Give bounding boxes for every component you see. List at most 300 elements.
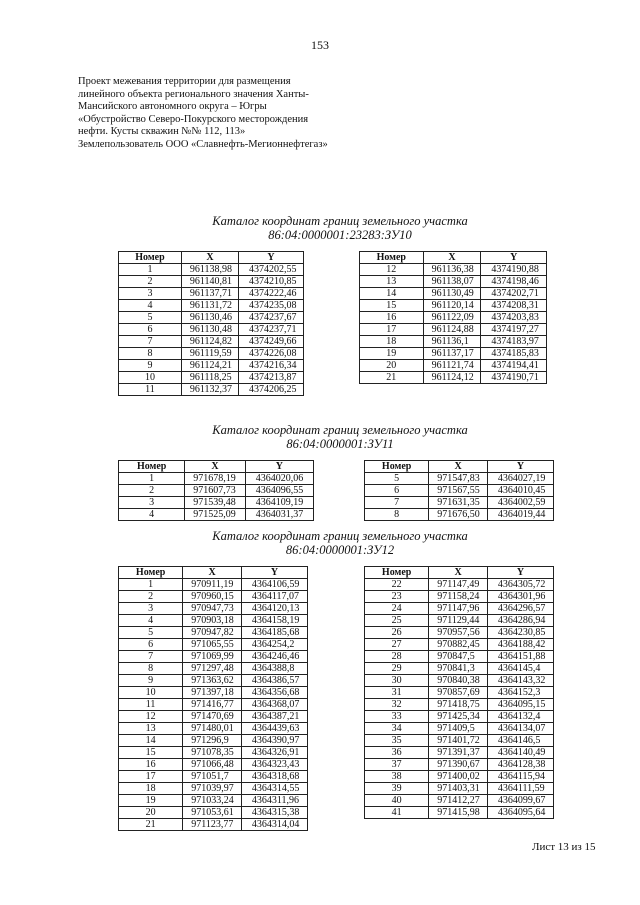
table-row — [360, 324, 547, 336]
coords-table-zu10-right — [359, 251, 547, 384]
cell-num: 35 — [365, 735, 429, 747]
cell-y: 4364010,45 — [487, 485, 553, 497]
table-row — [365, 615, 554, 627]
cell-num: 7 — [365, 497, 429, 509]
catalog-title-zu12 — [0, 529, 640, 557]
table-row — [119, 759, 308, 771]
column-header-x: X — [185, 461, 245, 473]
cell-x: 971547,83 — [429, 473, 488, 485]
cell-y: 4364096,55 — [245, 485, 313, 497]
cell-num: 19 — [360, 348, 424, 360]
cell-x: 971069,99 — [183, 651, 242, 663]
table-row — [119, 747, 308, 759]
cell-y: 4374190,71 — [481, 372, 547, 384]
cell-y: 4364439,63 — [241, 723, 307, 735]
cell-num: 12 — [119, 711, 183, 723]
cell-y: 4364323,43 — [241, 759, 307, 771]
catalog-title-line: Каталог координат границ земельного участка — [212, 214, 468, 228]
table-row — [119, 819, 308, 831]
cell-num: 32 — [365, 699, 429, 711]
table-row — [119, 783, 308, 795]
cell-x: 970857,69 — [429, 687, 488, 699]
cell-num: 6 — [365, 485, 429, 497]
cell-num: 36 — [365, 747, 429, 759]
cell-num: 2 — [119, 485, 185, 497]
cell-x: 971066,48 — [183, 759, 242, 771]
cell-x: 971397,18 — [183, 687, 242, 699]
cell-num: 40 — [365, 795, 429, 807]
cell-x: 971033,24 — [183, 795, 242, 807]
cell-x: 971147,96 — [429, 603, 488, 615]
cell-x: 971403,31 — [429, 783, 488, 795]
table-row — [365, 603, 554, 615]
cell-y: 4374203,83 — [481, 312, 547, 324]
cell-y: 4374210,85 — [239, 276, 304, 288]
cell-num: 3 — [119, 497, 185, 509]
table-row — [365, 579, 554, 591]
cell-num: 27 — [365, 639, 429, 651]
table-row — [365, 497, 554, 509]
cell-x: 971678,19 — [185, 473, 245, 485]
cell-num: 37 — [365, 759, 429, 771]
table-row — [365, 651, 554, 663]
cell-num: 5 — [365, 473, 429, 485]
table-row — [365, 735, 554, 747]
cell-y: 4364145,4 — [487, 663, 553, 675]
cell-y: 4374190,88 — [481, 264, 547, 276]
table-row — [119, 360, 304, 372]
cell-y: 4364388,8 — [241, 663, 307, 675]
cell-x: 961118,25 — [181, 372, 238, 384]
column-header-number: Номер — [119, 252, 182, 264]
cell-num: 24 — [365, 603, 429, 615]
header-line: «Обустройство Северо-Покурского месторождения — [78, 113, 309, 125]
cell-x: 961131,72 — [181, 300, 238, 312]
cell-y: 4364002,59 — [487, 497, 553, 509]
column-header-x: X — [423, 252, 481, 264]
cell-num: 10 — [119, 372, 182, 384]
cell-num: 13 — [360, 276, 424, 288]
cell-x: 971123,77 — [183, 819, 242, 831]
cell-y: 4364314,55 — [241, 783, 307, 795]
table-header-row — [119, 252, 304, 264]
cell-num: 1 — [119, 264, 182, 276]
cell-x: 971363,62 — [183, 675, 242, 687]
cell-x: 961137,71 — [181, 288, 238, 300]
cell-num: 28 — [365, 651, 429, 663]
table-row — [365, 485, 554, 497]
cell-y: 4374222,46 — [239, 288, 304, 300]
cell-x: 961138,98 — [181, 264, 238, 276]
column-header-x: X — [183, 567, 242, 579]
cell-y: 4364111,59 — [487, 783, 553, 795]
cell-num: 10 — [119, 687, 183, 699]
table-row — [119, 639, 308, 651]
cell-num: 1 — [119, 579, 183, 591]
cell-num: 16 — [119, 759, 183, 771]
table-row — [119, 591, 308, 603]
cell-y: 4364152,3 — [487, 687, 553, 699]
table-row — [119, 485, 314, 497]
cell-x: 971401,72 — [429, 735, 488, 747]
cell-y: 4374198,46 — [481, 276, 547, 288]
cell-y: 4374226,08 — [239, 348, 304, 360]
cell-num: 14 — [360, 288, 424, 300]
table-row — [360, 264, 547, 276]
table-row — [365, 759, 554, 771]
cell-x: 971567,55 — [429, 485, 488, 497]
table-row — [365, 771, 554, 783]
table-row — [365, 675, 554, 687]
table-row — [365, 663, 554, 675]
header-line: Землепользователь ООО «Славнефть-Мегионнефтегаз» — [78, 138, 328, 150]
cell-num: 21 — [360, 372, 424, 384]
table-row — [119, 473, 314, 485]
cell-y: 4364246,46 — [241, 651, 307, 663]
cell-y: 4364095,64 — [487, 807, 553, 819]
table-row — [119, 687, 308, 699]
column-header-number: Номер — [360, 252, 424, 264]
table-row — [119, 509, 314, 521]
table-row — [360, 348, 547, 360]
cell-num: 8 — [119, 348, 182, 360]
cell-num: 11 — [119, 699, 183, 711]
table-row — [119, 795, 308, 807]
cell-y: 4364386,57 — [241, 675, 307, 687]
cell-x: 971416,77 — [183, 699, 242, 711]
cell-x: 971390,67 — [429, 759, 488, 771]
catalog-title-zu11 — [0, 423, 640, 451]
sheet-counter: Лист 13 из 15 — [532, 841, 596, 853]
table-row — [360, 288, 547, 300]
header-line: Проект межевания территории для размещения — [78, 76, 291, 87]
column-header-y: Y — [239, 252, 304, 264]
cell-x: 961120,14 — [423, 300, 481, 312]
cell-x: 971425,34 — [429, 711, 488, 723]
coords-table-zu11-left — [118, 460, 314, 521]
cell-y: 4364132,4 — [487, 711, 553, 723]
cell-x: 971539,48 — [185, 497, 245, 509]
table-row — [360, 372, 547, 384]
table-row — [365, 795, 554, 807]
column-header-x: X — [429, 461, 488, 473]
cell-x: 961130,46 — [181, 312, 238, 324]
cell-num: 30 — [365, 675, 429, 687]
cell-y: 4364031,37 — [245, 509, 313, 521]
cell-y: 4364140,49 — [487, 747, 553, 759]
cell-x: 961124,82 — [181, 336, 238, 348]
cell-num: 7 — [119, 336, 182, 348]
cell-y: 4364188,42 — [487, 639, 553, 651]
cell-y: 4364390,97 — [241, 735, 307, 747]
cell-num: 20 — [119, 807, 183, 819]
catalog-title-line: Каталог координат границ земельного участка — [212, 529, 468, 543]
cell-x: 961138,07 — [423, 276, 481, 288]
table-row — [119, 276, 304, 288]
table-row — [119, 372, 304, 384]
cell-num: 4 — [119, 615, 183, 627]
cell-num: 5 — [119, 627, 183, 639]
cell-num: 14 — [119, 735, 183, 747]
cell-num: 7 — [119, 651, 183, 663]
table-row — [360, 336, 547, 348]
page-number: 153 — [311, 38, 329, 52]
cell-num: 26 — [365, 627, 429, 639]
cell-num: 4 — [119, 300, 182, 312]
column-header-y: Y — [481, 252, 547, 264]
table-row — [119, 579, 308, 591]
cell-num: 13 — [119, 723, 183, 735]
cell-y: 4364230,85 — [487, 627, 553, 639]
column-header-number: Номер — [365, 567, 429, 579]
cell-x: 961124,88 — [423, 324, 481, 336]
cell-num: 2 — [119, 276, 182, 288]
header-line: нефти. Кусты скважин №№ 112, 113» — [78, 126, 246, 138]
cell-y: 4364128,38 — [487, 759, 553, 771]
table-row — [365, 807, 554, 819]
cell-num: 8 — [119, 663, 183, 675]
cell-y: 4364185,68 — [241, 627, 307, 639]
catalog-parcel-id: 86:04:0000001:ЗУ12 — [285, 543, 395, 557]
header-line: линейного объекта регионального значения Ханты- — [78, 88, 309, 100]
table-row — [365, 747, 554, 759]
column-header-y: Y — [487, 461, 553, 473]
cell-x: 961122,09 — [423, 312, 481, 324]
table-header-row — [365, 567, 554, 579]
cell-y: 4364296,57 — [487, 603, 553, 615]
table-row — [360, 312, 547, 324]
cell-x: 961136,1 — [423, 336, 481, 348]
table-row — [119, 723, 308, 735]
table-row — [119, 771, 308, 783]
cell-num: 34 — [365, 723, 429, 735]
cell-num: 31 — [365, 687, 429, 699]
cell-y: 4374185,83 — [481, 348, 547, 360]
cell-num: 19 — [119, 795, 183, 807]
cell-num: 41 — [365, 807, 429, 819]
cell-x: 971676,50 — [429, 509, 488, 521]
cell-x: 961130,48 — [181, 324, 238, 336]
project-header — [78, 76, 328, 152]
cell-x: 961119,59 — [181, 348, 238, 360]
cell-x: 971039,97 — [183, 783, 242, 795]
cell-num: 6 — [119, 639, 183, 651]
cell-num: 25 — [365, 615, 429, 627]
cell-x: 971051,7 — [183, 771, 242, 783]
cell-y: 4364318,68 — [241, 771, 307, 783]
table-row — [119, 348, 304, 360]
cell-y: 4364020,06 — [245, 473, 313, 485]
cell-y: 4364301,96 — [487, 591, 553, 603]
cell-y: 4374237,71 — [239, 324, 304, 336]
cell-y: 4364120,13 — [241, 603, 307, 615]
cell-num: 23 — [365, 591, 429, 603]
cell-num: 2 — [119, 591, 183, 603]
cell-num: 15 — [119, 747, 183, 759]
cell-y: 4364099,67 — [487, 795, 553, 807]
table-row — [119, 699, 308, 711]
table-row — [365, 627, 554, 639]
table-row — [360, 300, 547, 312]
table-row — [119, 300, 304, 312]
cell-num: 17 — [360, 324, 424, 336]
table-header-row — [360, 252, 547, 264]
cell-y: 4364115,94 — [487, 771, 553, 783]
cell-y: 4364356,68 — [241, 687, 307, 699]
cell-y: 4374213,87 — [239, 372, 304, 384]
cell-x: 971607,73 — [185, 485, 245, 497]
cell-num: 39 — [365, 783, 429, 795]
cell-y: 4374194,41 — [481, 360, 547, 372]
cell-y: 4374208,31 — [481, 300, 547, 312]
cell-x: 971631,35 — [429, 497, 488, 509]
table-row — [360, 360, 547, 372]
cell-y: 4374197,27 — [481, 324, 547, 336]
table-row — [365, 473, 554, 485]
table-row — [119, 663, 308, 675]
cell-x: 970947,73 — [183, 603, 242, 615]
cell-y: 4374237,67 — [239, 312, 304, 324]
cell-num: 5 — [119, 312, 182, 324]
table-row — [119, 288, 304, 300]
cell-num: 33 — [365, 711, 429, 723]
table-row — [365, 783, 554, 795]
coords-table-zu11-right — [364, 460, 554, 521]
cell-y: 4364326,91 — [241, 747, 307, 759]
cell-x: 961121,74 — [423, 360, 481, 372]
cell-x: 971525,09 — [185, 509, 245, 521]
cell-y: 4364151,88 — [487, 651, 553, 663]
cell-x: 961124,21 — [181, 360, 238, 372]
catalog-title-zu10 — [0, 214, 640, 242]
table-row — [119, 264, 304, 276]
coords-table-zu12-left — [118, 566, 308, 831]
cell-y: 4374235,08 — [239, 300, 304, 312]
cell-y: 4374183,97 — [481, 336, 547, 348]
cell-x: 970911,19 — [183, 579, 242, 591]
cell-num: 11 — [119, 384, 182, 396]
cell-num: 16 — [360, 312, 424, 324]
cell-x: 971158,24 — [429, 591, 488, 603]
cell-x: 970882,45 — [429, 639, 488, 651]
table-row — [119, 384, 304, 396]
cell-y: 4364095,15 — [487, 699, 553, 711]
table-row — [119, 497, 314, 509]
column-header-number: Номер — [119, 461, 185, 473]
cell-x: 971078,35 — [183, 747, 242, 759]
cell-num: 18 — [119, 783, 183, 795]
cell-num: 17 — [119, 771, 183, 783]
cell-y: 4364315,38 — [241, 807, 307, 819]
cell-x: 971065,55 — [183, 639, 242, 651]
table-row — [119, 324, 304, 336]
column-header-number: Номер — [119, 567, 183, 579]
cell-x: 971296,9 — [183, 735, 242, 747]
cell-y: 4374249,66 — [239, 336, 304, 348]
catalog-parcel-id: 86:04:0000001:23283:ЗУ10 — [268, 228, 412, 242]
cell-num: 6 — [119, 324, 182, 336]
cell-y: 4364311,96 — [241, 795, 307, 807]
cell-x: 970847,5 — [429, 651, 488, 663]
table-row — [365, 723, 554, 735]
cell-num: 12 — [360, 264, 424, 276]
cell-y: 4364027,19 — [487, 473, 553, 485]
catalog-parcel-id: 86:04:0000001:ЗУ11 — [286, 437, 394, 451]
column-header-number: Номер — [365, 461, 429, 473]
column-header-y: Y — [241, 567, 307, 579]
cell-y: 4364106,59 — [241, 579, 307, 591]
cell-num: 9 — [119, 675, 183, 687]
cell-y: 4364019,44 — [487, 509, 553, 521]
cell-y: 4374206,25 — [239, 384, 304, 396]
column-header-x: X — [181, 252, 238, 264]
cell-y: 4364368,07 — [241, 699, 307, 711]
cell-x: 971415,98 — [429, 807, 488, 819]
column-header-x: X — [429, 567, 488, 579]
table-row — [119, 615, 308, 627]
cell-y: 4374202,55 — [239, 264, 304, 276]
cell-y: 4364109,19 — [245, 497, 313, 509]
cell-num: 21 — [119, 819, 183, 831]
cell-x: 971053,61 — [183, 807, 242, 819]
cell-y: 4364305,72 — [487, 579, 553, 591]
table-row — [119, 336, 304, 348]
cell-y: 4364158,19 — [241, 615, 307, 627]
cell-y: 4364143,32 — [487, 675, 553, 687]
cell-num: 3 — [119, 603, 183, 615]
table-row — [365, 687, 554, 699]
table-row — [365, 699, 554, 711]
cell-x: 971470,69 — [183, 711, 242, 723]
cell-num: 4 — [119, 509, 185, 521]
cell-num: 38 — [365, 771, 429, 783]
cell-x: 971480,01 — [183, 723, 242, 735]
table-row — [119, 651, 308, 663]
catalog-title-line: Каталог координат границ земельного участка — [212, 423, 468, 437]
cell-x: 970957,56 — [429, 627, 488, 639]
table-row — [365, 509, 554, 521]
cell-x: 971147,49 — [429, 579, 488, 591]
coords-table-zu10-left — [118, 251, 304, 396]
table-row — [119, 627, 308, 639]
cell-x: 961124,12 — [423, 372, 481, 384]
cell-x: 971400,02 — [429, 771, 488, 783]
coords-table-zu12-right — [364, 566, 554, 819]
cell-y: 4374216,34 — [239, 360, 304, 372]
table-row — [365, 591, 554, 603]
cell-num: 9 — [119, 360, 182, 372]
cell-y: 4364387,21 — [241, 711, 307, 723]
table-row — [360, 276, 547, 288]
column-header-y: Y — [245, 461, 313, 473]
cell-x: 970903,18 — [183, 615, 242, 627]
table-header-row — [119, 567, 308, 579]
cell-y: 4364286,94 — [487, 615, 553, 627]
cell-num: 29 — [365, 663, 429, 675]
cell-x: 961140,81 — [181, 276, 238, 288]
cell-x: 961132,37 — [181, 384, 238, 396]
cell-x: 971297,48 — [183, 663, 242, 675]
cell-y: 4364314,04 — [241, 819, 307, 831]
cell-x: 970841,3 — [429, 663, 488, 675]
cell-x: 971391,37 — [429, 747, 488, 759]
table-row — [119, 603, 308, 615]
cell-x: 961130,49 — [423, 288, 481, 300]
header-line: Мансийского автономного округа – Югры — [78, 101, 267, 113]
cell-y: 4374202,71 — [481, 288, 547, 300]
table-row — [119, 711, 308, 723]
cell-x: 961136,38 — [423, 264, 481, 276]
